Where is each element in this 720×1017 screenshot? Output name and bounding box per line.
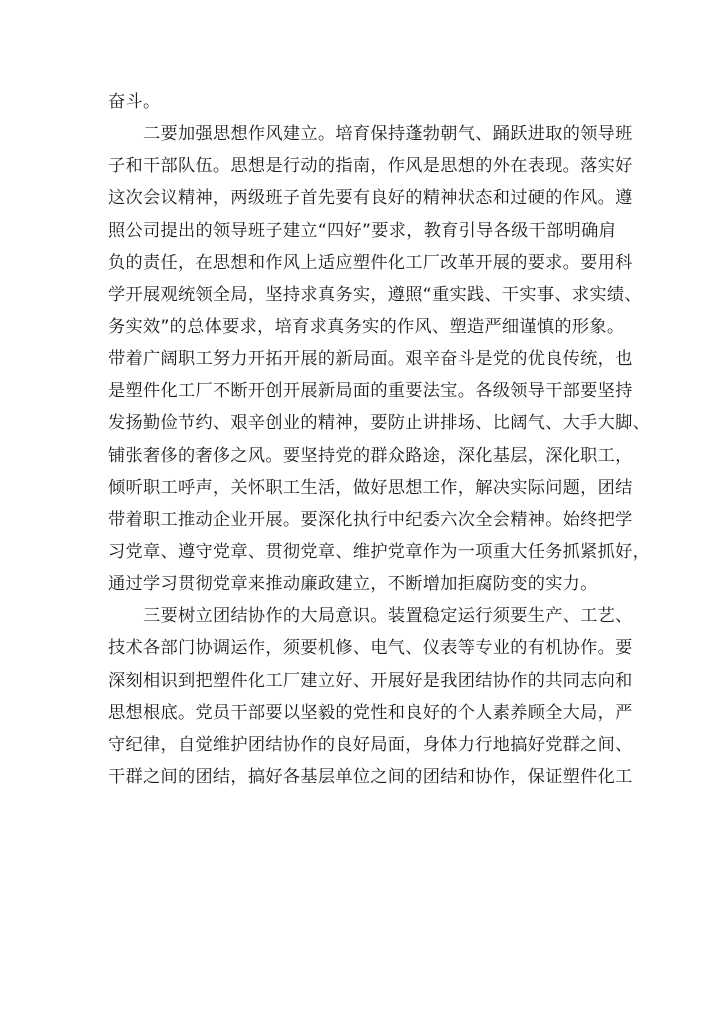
text-line: 思想根底。党员干部要以坚毅的党性和良好的个人素养顾全大局，严 — [108, 702, 633, 723]
text-line: 奋斗。 — [108, 92, 161, 112]
text-line: 习党章、遵守党章、贯彻党章、维护党章作为一项重大任务抓紧抓好， — [108, 541, 651, 562]
text-line: 倾听职工呼声，关怀职工生活，做好思想工作，解决实际问题，团结 — [108, 477, 633, 498]
text-line: 是塑件化工厂不断开创开展新局面的重要法宝。各级领导干部要坚持 — [108, 381, 633, 402]
text-line: 技术各部门协调运作，须要机修、电气、仪表等专业的有机协作。要 — [108, 638, 633, 659]
text-line: 子和干部队伍。思想是行动的指南，作风是思想的外在表现。落实好 — [108, 156, 633, 177]
paragraph-start-line: 二要加强思想作风建立。培育保持蓬勃朝气、踊跃进取的领导班 — [143, 124, 633, 145]
text-line: 学开展观统领全局，坚持求真务实，遵照“重实践、干实事、求实绩、 — [108, 284, 642, 305]
text-line: 通过学习贯彻党章来推动廉政建立，不断增加拒腐防变的实力。 — [108, 574, 598, 595]
text-line: 深刻相识到把塑件化工厂建立好、开展好是我团结协作的共同志向和 — [108, 670, 633, 691]
text-line: 铺张奢侈的奢侈之风。要坚持党的群众路途，深化基层，深化职工， — [108, 445, 633, 466]
document-body — [108, 86, 651, 793]
text-line: 负的责任，在思想和作风上适应塑件化工厂改革开展的要求。要用科 — [108, 252, 633, 273]
text-line: 发扬勤俭节约、艰辛创业的精神，要防止讲排场、比阔气、大手大脚、 — [108, 413, 651, 434]
text-line: 照公司提出的领导班子建立“四好”要求，教育引导各级干部明确肩 — [108, 220, 617, 241]
text-line: 干群之间的团结，搞好各基层单位之间的团结和协作，保证塑件化工 — [108, 766, 633, 787]
text-line: 带着广阔职工努力开拓开展的新局面。艰辛奋斗是党的优良传统，也 — [108, 349, 633, 370]
text-line: 守纪律，自觉维护团结协作的良好局面，身体力行地搞好党群之间、 — [108, 734, 633, 755]
paragraph-start-line: 三要树立团结协作的大局意识。装置稳定运行须要生产、工艺、 — [143, 606, 633, 627]
text-line: 务实效”的总体要求，培育求真务实的作风、塑造严细谨慎的形象。 — [108, 316, 625, 337]
text-line: 这次会议精神，两级班子首先要有良好的精神状态和过硬的作风。遵 — [108, 188, 633, 209]
text-line: 带着职工推动企业开展。要深化执行中纪委六次全会精神。始终把学 — [108, 509, 633, 530]
